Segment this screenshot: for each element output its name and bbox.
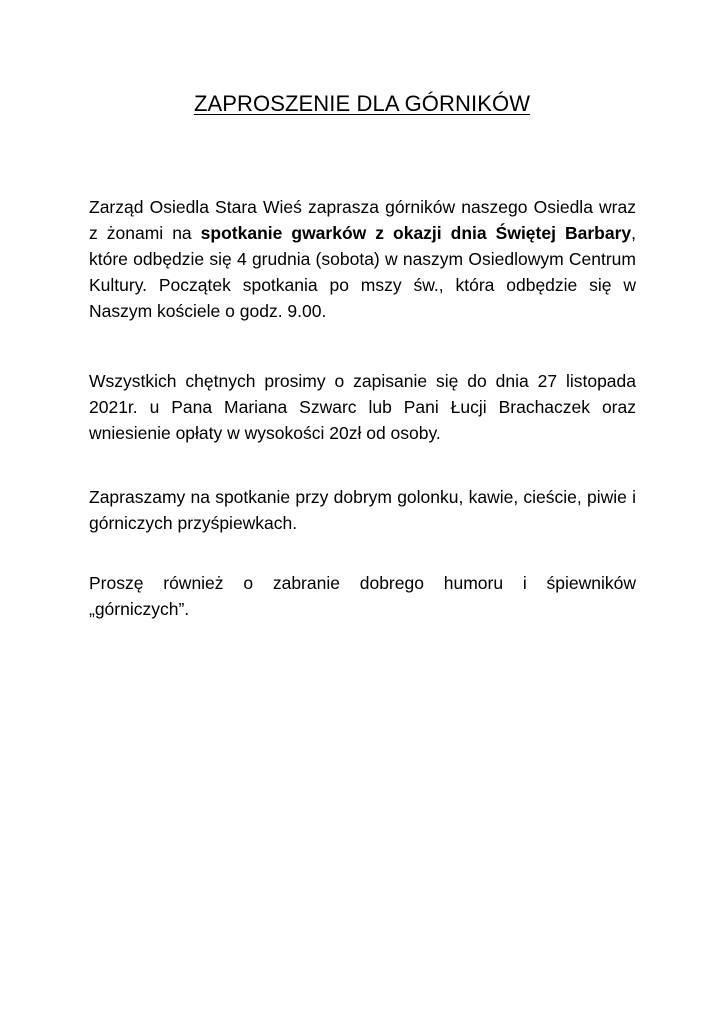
paragraph-invitation [89, 194, 636, 324]
paragraph-registration: Wszystkich chętnych prosimy o zapisanie się do dnia 27 listopada 2021r. u Pana Mariana Szwarc lub Pani Łucji Brachaczek oraz wniesienie opłaty w wysokości 20zł od osoby. [89, 371, 636, 443]
paragraph-request: Proszę również o zabranie dobrego humoru i śpiewników „górniczych”. [89, 573, 636, 619]
paragraph-invitation-details: , które odbędzie się 4 grudnia (sobota) w naszym Osiedlowym Centrum Kultury. Początek spotkania po mszy św., która odbędzie się w Naszym kościele o godz. 9.00. [89, 223, 636, 321]
paragraph-refreshments: Zapraszamy na spotkanie przy dobrym golonku, kawie, cieście, piwie i górniczych przyśpiewkach. [89, 487, 636, 533]
paragraph-invitation-event-name: spotkanie gwarków z okazji dnia Świętej Barbary [200, 223, 632, 243]
paragraph-invitation-intro: Zarząd Osiedla Stara Wieś zaprasza górników naszego Osiedla wraz z żonami na [89, 197, 636, 243]
document-title: ZAPROSZENIE DLA GÓRNIKÓW [193, 91, 531, 116]
